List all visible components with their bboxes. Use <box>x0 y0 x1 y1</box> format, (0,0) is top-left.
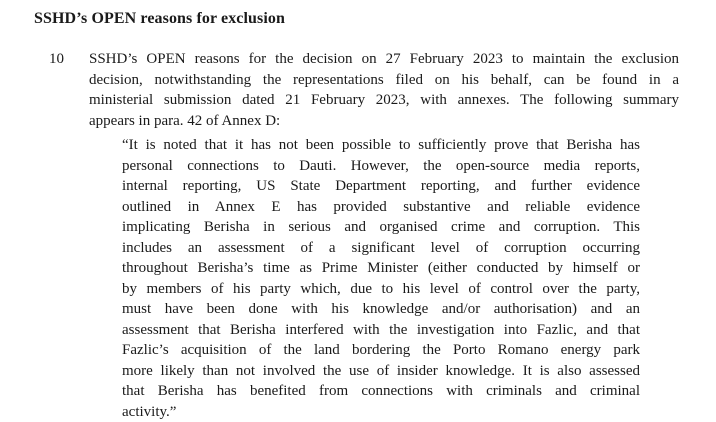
section-heading: SSHD’s OPEN reasons for exclusion <box>34 10 285 28</box>
quote-line: throughout Berisha’s time as Prime Minister (either conducted by himself or <box>122 258 640 279</box>
paragraph-line: appears in para. 42 of Annex D: <box>89 111 679 132</box>
quote-line: “It is noted that it has not been possible to sufficiently prove that Berisha has <box>122 135 640 156</box>
quote-line: activity.” <box>122 402 640 422</box>
quote-line: personal connections to Dauti. However, the open-source media reports, <box>122 156 640 177</box>
quote-line: more likely than not involved the use of insider knowledge. It is also assessed <box>122 361 640 382</box>
quote-line: Fazlic’s acquisition of the land bordering the Porto Romano energy park <box>122 340 640 361</box>
quote-line: must have been done with his knowledge and/or authorisation) and an <box>122 299 640 320</box>
paragraph-number: 10 <box>49 49 64 70</box>
quote-line: assessment that Berisha interfered with the investigation into Fazlic, and that <box>122 320 640 341</box>
paragraph-line: decision, notwithstanding the representations filed on his behalf, can be found in a <box>89 70 679 91</box>
quote-line: includes an assessment of a significant level of corruption occurring <box>122 238 640 259</box>
quote-line: implicating Berisha in serious and organised crime and corruption. This <box>122 217 640 238</box>
block-quote <box>122 135 640 422</box>
paragraph-line: SSHD’s OPEN reasons for the decision on 27 February 2023 to maintain the exclusion <box>89 49 679 70</box>
quote-line: outlined in Annex E has provided substantive and reliable evidence <box>122 197 640 218</box>
quote-line: by members of his party which, due to his level of control over the party, <box>122 279 640 300</box>
quote-line: internal reporting, US State Department reporting, and further evidence <box>122 176 640 197</box>
paragraph-body <box>89 49 679 131</box>
paragraph-line: ministerial submission dated 21 February 2023, with annexes. The following summary <box>89 90 679 111</box>
quote-line: that Berisha has benefited from connections with criminals and criminal <box>122 381 640 402</box>
